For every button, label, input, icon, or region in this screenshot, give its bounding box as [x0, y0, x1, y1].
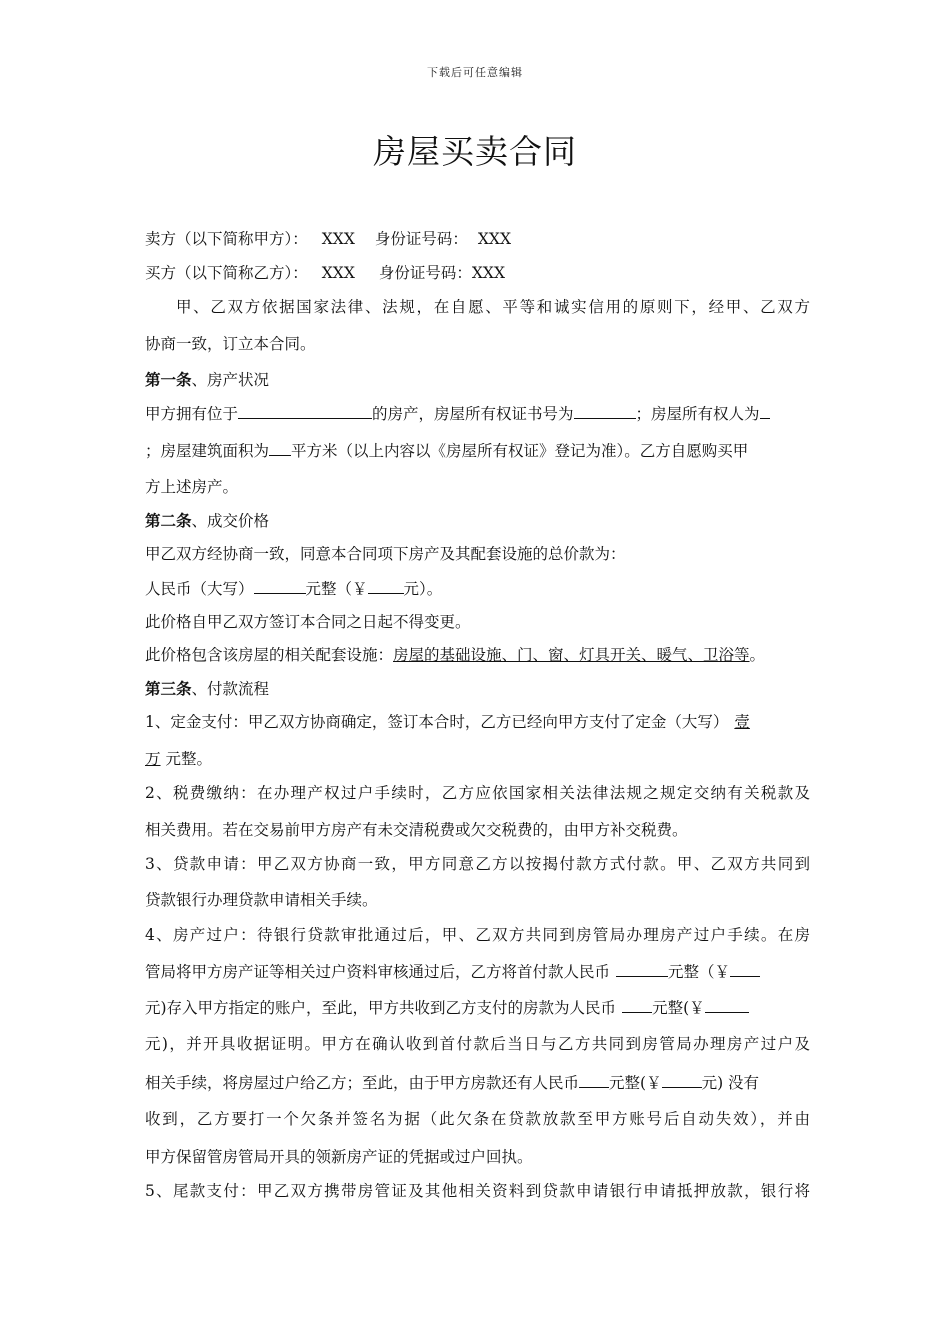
loan-line-1: 3、贷款申请：甲乙双方协商一致，甲方同意乙方以按揭付款方式付款。甲、乙双方共同到 — [145, 855, 810, 873]
article-2-title: 、成交价格 — [191, 512, 270, 530]
transfer-line-2 — [145, 960, 810, 983]
article-2-line-4 — [145, 644, 810, 666]
text-segment: ；房屋所有权人为 — [635, 405, 760, 423]
text-segment: 人民币（大写） — [145, 580, 254, 598]
article-1-line-3: 方上述房产。 — [145, 478, 239, 496]
buyer-id-label: 身份证号码： — [378, 264, 472, 282]
article-1-line-1 — [145, 402, 810, 425]
text-segment: 元)存入甲方指定的账户，至此，甲方共收到乙方支付的房款为人民币 — [145, 999, 617, 1017]
article-1-title: 、房产状况 — [191, 371, 270, 389]
article-2-number: 第二条 — [145, 511, 192, 530]
buyer-id: XXX — [471, 264, 505, 282]
text-segment: ；房屋建筑面积为 — [145, 442, 270, 460]
article-1-heading — [145, 369, 810, 391]
text-segment: 元整（￥ — [305, 580, 368, 598]
text-segment: 元整。 — [165, 750, 213, 768]
text-segment: 相关手续，将房屋过户给乙方；至此，由于甲方房款还有人民币 — [145, 1074, 580, 1092]
area-blank — [269, 439, 291, 456]
received-amount-blank — [622, 996, 652, 1013]
transfer-line-6: 收到，乙方要打一个欠条并签名为据（此欠条在贷款放款至甲方账号后自动失效），并由 — [145, 1110, 810, 1128]
article-2-line-2 — [145, 577, 810, 600]
text-segment: 1、定金支付：甲乙双方协商确定，签订本合时，乙方已经向甲方支付了定金（大写） — [145, 713, 729, 731]
transfer-line-3 — [145, 996, 810, 1019]
transfer-line-1: 4、房产过户：待银行贷款审批通过后，甲、乙双方共同到房管局办理房产过户手续。在房 — [145, 926, 810, 944]
loan-line-2: 贷款银行办理贷款申请相关手续。 — [145, 891, 378, 909]
text-segment: 甲方拥有位于 — [145, 405, 239, 423]
remaining-digits-blank — [662, 1071, 702, 1088]
price-words-blank — [254, 577, 306, 594]
owner-blank — [760, 402, 770, 419]
seller-id-label: 身份证号码： — [374, 230, 468, 248]
buyer-line — [145, 262, 810, 284]
article-2-heading — [145, 510, 810, 532]
text-segment: 元) 没有 — [701, 1074, 760, 1092]
article-2-line-1: 甲乙双方经协商一致，同意本合同项下房产及其配套设施的总价款为： — [145, 545, 626, 563]
deposit-line-2 — [145, 748, 810, 770]
article-3-title: 、付款流程 — [191, 680, 270, 698]
article-3-heading — [145, 678, 810, 700]
article-1-line-2 — [145, 439, 810, 462]
intro-line-2: 协商一致，订立本合同。 — [145, 335, 316, 353]
transfer-line-7: 甲方保留管房管局开具的领新房产证的凭据或过户回执。 — [145, 1148, 533, 1166]
certificate-number-blank — [574, 402, 636, 419]
text-segment: 平方米（以上内容以《房屋所有权证》登记为准）。乙方自愿购买甲 — [291, 442, 749, 460]
seller-id: XXX — [477, 230, 511, 248]
text-segment: 此价格包含该房屋的相关配套设施： — [145, 646, 394, 664]
seller-name: XXX — [321, 230, 355, 248]
down-payment-digits-blank — [730, 960, 760, 977]
text-segment: 元整（￥ — [668, 963, 731, 981]
article-2-line-3: 此价格自甲乙双方签订本合同之日起不得变更。 — [145, 613, 471, 631]
text-segment: 元整(￥ — [609, 1074, 662, 1092]
intro-line-1: 甲、乙双方依据国家法律、法规，在自愿、平等和诚实信用的原则下，经甲、乙双方 — [176, 298, 810, 316]
final-payment-line-1: 5、尾款支付：甲乙双方携带房管证及其他相关资料到贷款申请银行申请抵押放款，银行将 — [145, 1182, 810, 1200]
page-title: 房屋买卖合同 — [373, 132, 577, 171]
transfer-line-5 — [145, 1071, 810, 1094]
seller-line — [145, 228, 810, 250]
tax-line-2: 相关费用。若在交易前甲方房产有未交清税费或欠交税费的，由甲方补交税费。 — [145, 821, 688, 839]
text-segment: 元整(￥ — [652, 999, 705, 1017]
article-1-number: 第一条 — [145, 370, 192, 389]
tax-line-1: 2、税费缴纳：在办理产权过户手续时，乙方应依国家相关法律法规之规定交纳有关税款及 — [145, 784, 810, 802]
buyer-name: XXX — [321, 264, 355, 282]
down-payment-blank — [616, 960, 668, 977]
received-digits-blank — [705, 996, 749, 1013]
seller-label: 卖方（以下简称甲方）： — [145, 230, 308, 248]
deposit-amount-part-1: 壹 — [734, 713, 750, 731]
price-digits-blank — [368, 577, 404, 594]
buyer-label: 买方（以下简称乙方）： — [145, 264, 308, 282]
text-segment: 的房产，房屋所有权证书号为 — [372, 405, 574, 423]
text-segment: 元）。 — [403, 580, 443, 598]
facilities-text: 房屋的基础设施、门、窗、灯具开关、暖气、卫浴等 — [393, 646, 750, 664]
article-3-number: 第三条 — [145, 679, 192, 698]
deposit-amount-part-2: 万 — [145, 750, 161, 768]
header-note: 下载后可任意编辑 — [427, 66, 523, 79]
deposit-line-1 — [145, 711, 810, 733]
location-blank — [238, 402, 372, 419]
text-segment: 。 — [749, 646, 766, 664]
transfer-line-4: 元)，并开具收据证明。甲方在确认收到首付款后当日与乙方共同到房管局办理房产过户及 — [145, 1035, 810, 1053]
text-segment: 管局将甲方房产证等相关过户资料审核通过后，乙方将首付款人民币 — [145, 963, 611, 981]
remaining-amount-blank — [579, 1071, 609, 1088]
